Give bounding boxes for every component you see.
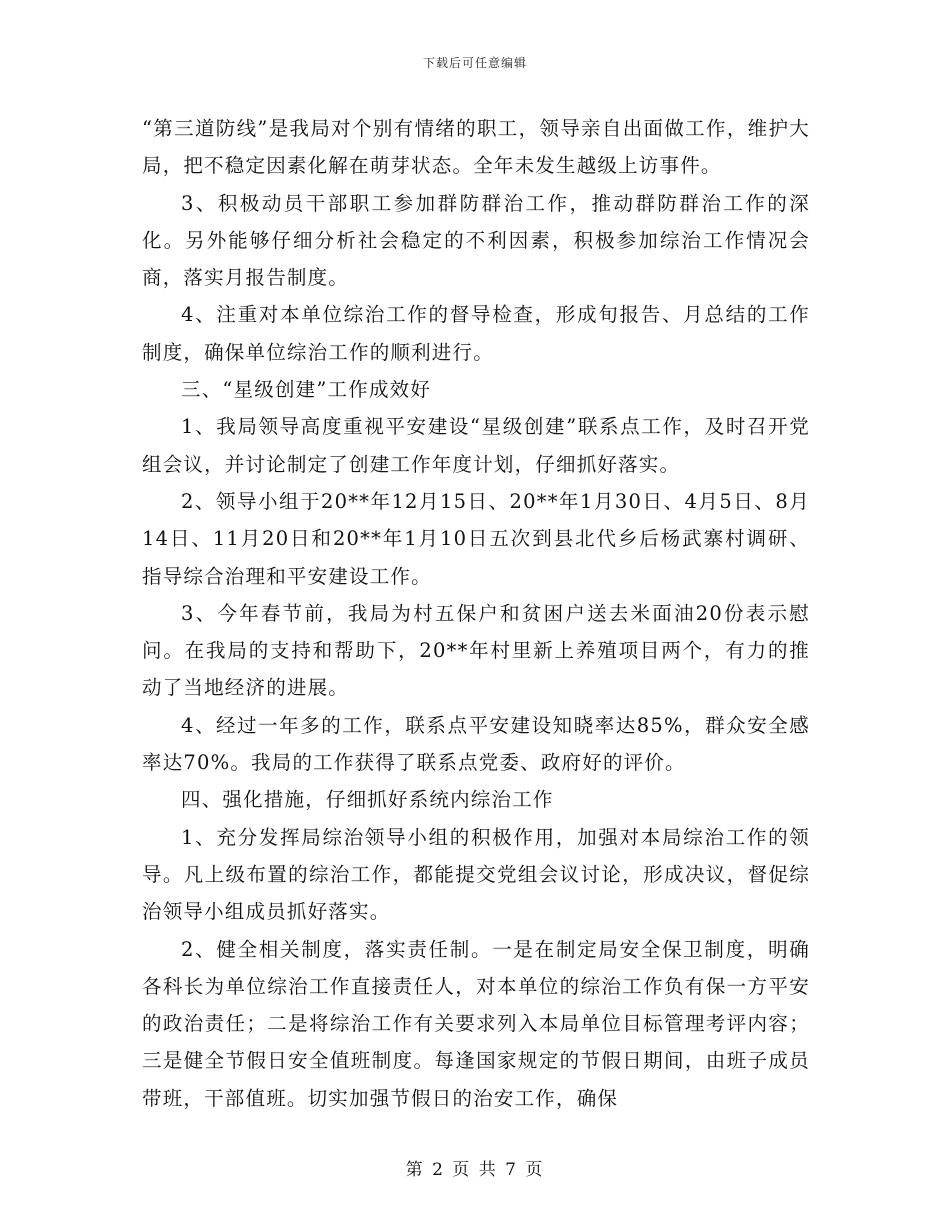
paragraph-2: 3、积极动员干部职工参加群防群治工作，推动群防群治工作的深化。另外能够仔细分析社会稳定的不利因素，积极参加综治工作情况会商，落实月报告制度。	[142, 191, 810, 290]
paragraph-9: 2、健全相关制度，落实责任制。一是在制定局安全保卫制度，明确各科长为单位综治工作直接责任人，对本单位的综治工作负有保一方平安的政治责任；二是将综治工作有关要求列入本局单位目标管理考评内容；三是健全节假日安全值班制度。每逢国家规定的节假日期间，由班子成员带班，干部值班。切实加强节假日的治安工作，确保	[142, 937, 810, 1110]
paragraph-3: 4、注重对本单位综治工作的督导检查，形成旬报告、月总结的工作制度，确保单位综治工作的顺利进行。	[142, 303, 810, 364]
paragraph-1: “第三道防线”是我局对个别有情绪的职工，领导亲自出面做工作，维护大局，把不稳定因素化解在萌芽状态。全年未发生越级上访事件。	[142, 117, 810, 178]
document-body	[142, 110, 810, 1117]
page-number: 第 2 页 共 7 页	[405, 1160, 545, 1180]
paragraph-6: 3、今年春节前，我局为村五保户和贫困户送去米面油20份表示慰问。在我局的支持和帮助下，20**年村里新上养殖项目两个，有力的推动了当地经济的进展。	[142, 601, 810, 700]
paragraph-5: 2、领导小组于20**年12月15日、20**年1月30日、4月5日、8月14日、11月20日和20**年1月10日五次到县北代乡后杨武寨村调研、指导综合治理和平安建设工作。	[142, 489, 810, 588]
section-heading-4: 四、强化措施，仔细抓好系统内综治工作	[181, 788, 554, 812]
paragraph-4: 1、我局领导高度重视平安建设“星级创建”联系点工作，及时召开党组会议，并讨论制定了创建工作年度计划，仔细抓好落实。	[142, 415, 810, 476]
section-heading-3: 三、“星级创建”工作成效好	[181, 378, 432, 402]
paragraph-8: 1、充分发挥局综治领导小组的积极作用，加强对本局综治工作的领导。凡上级布置的综治工作，都能提交党组会议讨论，形成决议，督促综治领导小组成员抓好落实。	[142, 825, 810, 924]
header-note: 下载后可任意编辑	[422, 56, 527, 70]
paragraph-7: 4、经过一年多的工作，联系点平安建设知晓率达85%，群众安全感率达70%。我局的工作获得了联系点党委、政府好的评价。	[142, 713, 810, 775]
